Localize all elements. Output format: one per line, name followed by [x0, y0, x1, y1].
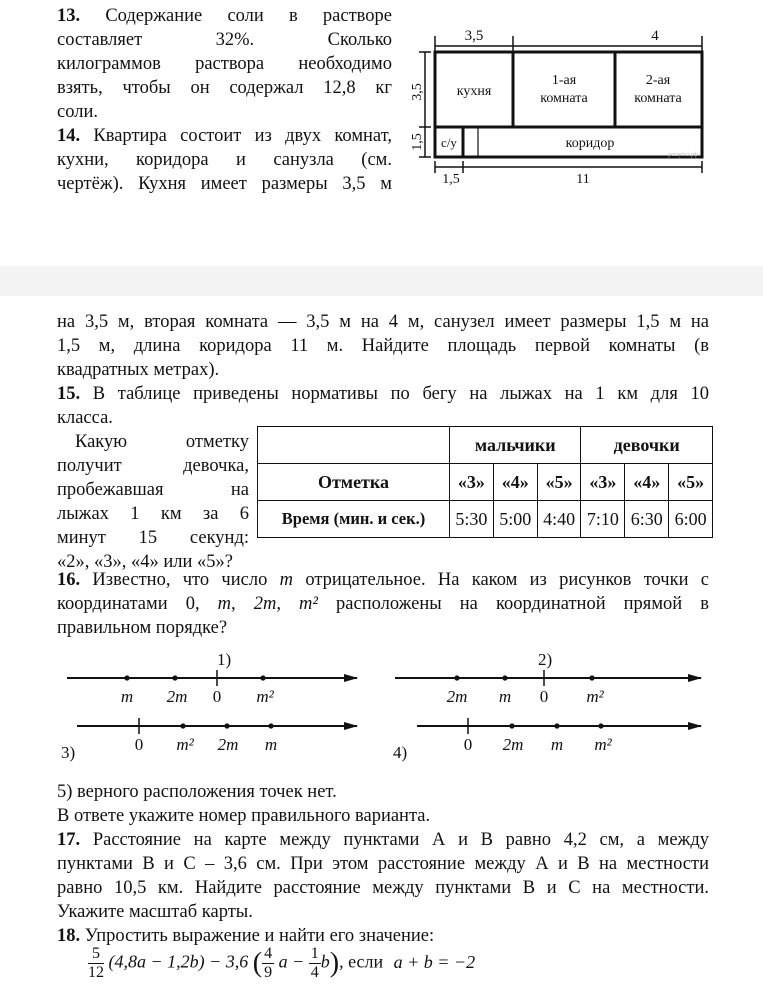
problem-13-line: соли. [57, 102, 98, 122]
text-line: минут 15 секунд: [57, 528, 249, 548]
problem-16 [57, 568, 709, 640]
svg-text:m: m [264, 735, 278, 754]
ski-norms-table [257, 426, 713, 538]
svg-text:m²: m² [176, 735, 194, 754]
text-line: координатами 0, m, 2m, m² расположены на координатной прямой в [57, 594, 709, 614]
number-line-1 [67, 650, 357, 706]
problem-13 [57, 4, 392, 196]
problem-number: 14. [57, 126, 81, 146]
svg-text:2m: 2m [502, 735, 524, 754]
dim-left-bottom: 1,5 [410, 133, 425, 151]
svg-text:m: m [550, 735, 564, 754]
table-row [258, 501, 713, 538]
answer-note: В ответе укажите номер правильного варианта. [57, 806, 431, 826]
table-cell: 7:10 [581, 501, 625, 538]
room-kitchen: кухня [456, 84, 492, 99]
header-boys: мальчики [450, 427, 581, 464]
room-2-label: 2-ая [645, 73, 671, 88]
table-cell: «3» [581, 464, 625, 501]
page-break [0, 266, 763, 296]
row-label-mark: Отметка [258, 464, 450, 501]
expression: $\frac{5}{12}$ (4,8a − 1,2b) − 3,6 ( $\frac{4}{9}$ a − $\frac{1}{4}$ b), если a + b = −2 [88, 945, 476, 981]
svg-text:0: 0 [212, 687, 222, 706]
svg-text:2m: 2m [166, 687, 188, 706]
table-cell: 5:30 [450, 501, 494, 538]
dim-top-right: 4 [651, 28, 659, 44]
number-line-3 [61, 718, 357, 762]
floor-plan-diagram [410, 22, 715, 187]
condition-word: , если [339, 951, 384, 972]
text-line: 16. Известно, что число m отрицательное. На каком из рисунков точки с [57, 570, 710, 590]
room-1-label: комната [540, 91, 588, 106]
problem-18-line: 18. Упростить выражение и найти его значение: [57, 926, 435, 946]
svg-text:m²: m² [594, 735, 612, 754]
text-line: правильном порядке? [57, 618, 228, 638]
svg-text:m: m [120, 687, 134, 706]
svg-text:m: m [498, 687, 512, 706]
svg-text:m²: m² [586, 687, 604, 706]
svg-text:m²: m² [256, 687, 274, 706]
expression-part: (4,8a − 1,2b) − 3,6 [108, 951, 249, 972]
table-cell: «5» [669, 464, 713, 501]
problem-number: 16. [57, 570, 81, 590]
problem-15-line: 15. В таблице приведены нормативы по бегу на лыжах на 1 км для 10 [57, 384, 709, 404]
figure-label: 1) [217, 650, 232, 669]
figure-label: 4) [393, 743, 408, 762]
dim-bottom-right: 11 [576, 172, 590, 187]
problem-17-line: 17. Расстояние на карте между пунктами А и В равно 4,2 см, а между [57, 830, 709, 850]
watermark: решуогэ.рф [668, 152, 698, 158]
problem-14-line: чертёж). Кухня имеет размеры 3,5 м [57, 174, 392, 194]
problem-17-line: Укажите масштаб карты. [57, 902, 253, 922]
svg-text:0: 0 [539, 687, 549, 706]
svg-text:0: 0 [463, 735, 473, 754]
table-cell [258, 427, 450, 464]
option-5: 5) верного расположения точек нет. [57, 782, 337, 802]
room-1-label: 1-ая [551, 73, 577, 88]
problem-16-options [57, 780, 709, 948]
condition: a + b = −2 [393, 951, 476, 972]
expression-part: a − [278, 951, 305, 972]
number-line-4 [393, 718, 701, 762]
text-line: «2», «3», «4» или «5»? [57, 552, 233, 572]
row-label-time: Время (мин. и сек.) [258, 501, 450, 538]
table-cell: 5:00 [493, 501, 537, 538]
number-line-2 [395, 650, 701, 706]
problem-13-line: 13. Содержание соли в растворе [57, 6, 392, 26]
text-line: получит девочка, [57, 456, 249, 476]
room-corridor: коридор [565, 136, 615, 151]
fraction: $\frac{1}{4}$ [310, 945, 319, 981]
table-cell: «3» [450, 464, 494, 501]
dim-top-left: 3,5 [464, 28, 484, 44]
text-line: лыжах 1 км за 6 [57, 504, 249, 524]
problem-17-line: равно 10,5 км. Найдите расстояние между пунктами В и С на местности. [57, 878, 709, 898]
expression-part: b [320, 951, 330, 972]
text-line: на 3,5 м, вторая комната — 3,5 м на 4 м, санузел имеет размеры 1,5 м на [57, 312, 709, 332]
svg-text:2m: 2m [446, 687, 468, 706]
table-row [258, 427, 713, 464]
fraction: $\frac{5}{12}$ [88, 945, 104, 981]
table-cell: 6:30 [625, 501, 669, 538]
table-cell: 6:00 [669, 501, 713, 538]
text-line: Какую отметку [75, 432, 249, 452]
header-girls: девочки [581, 427, 713, 464]
text-line: 1,5 м, длина коридора 11 м. Найдите площадь первой комнаты (в [57, 336, 709, 356]
room-bathroom: с/у [441, 135, 457, 150]
table-cell: «5» [537, 464, 581, 501]
text-line: пробежавшая на [57, 480, 249, 500]
fraction: $\frac{4}{9}$ [264, 945, 273, 981]
problem-14-line: 14. Квартира состоит из двух комнат, [57, 126, 392, 146]
problem-14-line: кухни, коридора и санузла (см. [57, 150, 392, 170]
svg-text:2m: 2m [217, 735, 239, 754]
table-cell: 4:40 [537, 501, 581, 538]
svg-text:0: 0 [134, 735, 144, 754]
problem-15-question [57, 430, 249, 574]
problem-number: 18. [57, 926, 81, 946]
table-row [258, 464, 713, 501]
room-2-label: комната [634, 91, 682, 106]
table-cell: «4» [625, 464, 669, 501]
figure-label: 2) [538, 650, 553, 669]
number-lines-figure [55, 645, 715, 770]
problem-17-line: пунктами В и С – 3,6 см. При этом расстояние между А и В на местности [57, 854, 709, 874]
problem-number: 15. [57, 384, 81, 404]
problem-15-line: класса. [57, 408, 113, 428]
text-line: квадратных метрах). [57, 360, 220, 380]
problem-13-line: составляет 32%. Сколько [57, 30, 392, 50]
problem-13-line: килограммов раствора необходимо [57, 54, 392, 74]
problem-14-continued [57, 310, 709, 430]
table-cell: «4» [493, 464, 537, 501]
figure-label: 3) [61, 743, 76, 762]
dim-bottom-left: 1,5 [442, 172, 460, 187]
problem-number: 17. [57, 830, 81, 850]
dim-left-top: 3,5 [410, 83, 425, 101]
problem-number: 13. [57, 6, 81, 26]
problem-13-line: взять, чтобы он содержал 12,8 кг [57, 78, 392, 98]
